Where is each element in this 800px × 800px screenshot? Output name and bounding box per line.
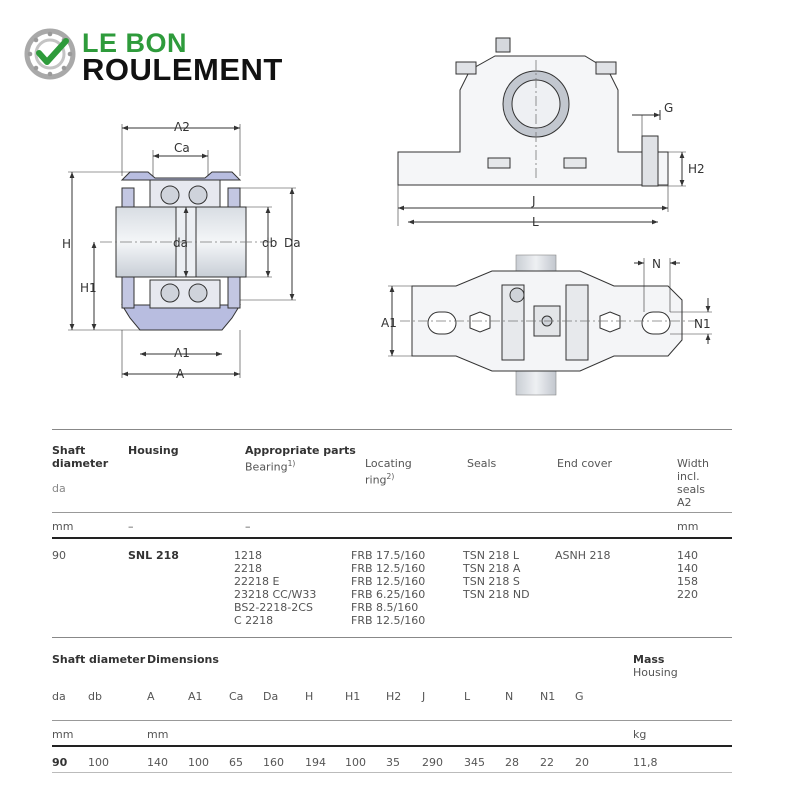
- label-N1: N1: [694, 317, 711, 331]
- header-mass: Mass: [633, 653, 665, 666]
- unit-shaft-2: mm: [52, 728, 74, 741]
- label-N: N: [652, 257, 661, 271]
- header-width: Width incl. seals A2: [677, 457, 709, 509]
- header-dimensions: Dimensions: [147, 653, 219, 666]
- unit-housing: –: [128, 520, 134, 533]
- plan-view: [381, 255, 712, 395]
- header-shaft-symbol: da: [52, 482, 66, 495]
- label-J: J: [532, 194, 536, 208]
- logo-line1: LE BON: [82, 28, 188, 58]
- val-A1: 100: [188, 756, 209, 769]
- val-H2: 35: [386, 756, 400, 769]
- col-da: da: [52, 690, 66, 703]
- col-N1: N1: [540, 690, 556, 703]
- unit-width: mm: [677, 520, 699, 533]
- rule: [52, 537, 732, 539]
- val-H: 194: [305, 756, 326, 769]
- unit-shaft: mm: [52, 520, 74, 533]
- section-view: [62, 120, 301, 381]
- label-H1: H1: [80, 281, 97, 295]
- label-A2: A2: [174, 120, 190, 134]
- cell-bearings: 1218 2218 22218 E 23218 CC/W33 BS2-2218-2CS C 2218: [234, 549, 317, 627]
- val-N: 28: [505, 756, 519, 769]
- col-A: A: [147, 690, 155, 703]
- val-db: 100: [88, 756, 109, 769]
- rule: [52, 429, 732, 430]
- label-A1: A1: [174, 346, 190, 360]
- rule: [52, 637, 732, 638]
- header-housing: Housing: [128, 444, 179, 457]
- header-shaft-diameter-2: Shaft diameter: [52, 653, 146, 666]
- rule: [52, 772, 732, 773]
- col-Da: Da: [263, 690, 279, 703]
- header-shaft-diameter: Shaft diameter: [52, 444, 109, 470]
- col-J: J: [422, 690, 426, 703]
- label-Ca: Ca: [174, 141, 190, 155]
- cell-locating-rings: FRB 17.5/160 FRB 12.5/160 FRB 12.5/160 FRB 6.25/160 FRB 8.5/160 FRB 12.5/160: [351, 549, 426, 627]
- cell-widths: 140 140 158 220: [677, 549, 698, 601]
- col-L: L: [464, 690, 471, 703]
- col-H2: H2: [386, 690, 402, 703]
- rule: [52, 512, 732, 513]
- cell-housing: SNL 218: [128, 549, 179, 562]
- label-L: L: [532, 215, 539, 229]
- rule: [52, 745, 732, 747]
- label-db: db: [262, 236, 278, 250]
- header-bearing: Bearing$^{1)}$: [245, 459, 296, 474]
- col-G: G: [575, 690, 584, 703]
- val-Da: 160: [263, 756, 284, 769]
- col-N: N: [505, 690, 514, 703]
- unit-mass: kg: [633, 728, 647, 741]
- val-G: 20: [575, 756, 589, 769]
- label-A: A: [176, 367, 185, 381]
- col-H: H: [305, 690, 314, 703]
- header-locating-ring: Locating ring$^{2)}$: [365, 457, 412, 487]
- val-J: 290: [422, 756, 443, 769]
- label-H2: H2: [688, 162, 705, 176]
- val-H1: 100: [345, 756, 366, 769]
- unit-bearing: –: [245, 520, 251, 533]
- val-da: 90: [52, 756, 68, 769]
- label-G: G: [664, 101, 674, 115]
- label-A1-plan: A1: [381, 316, 397, 330]
- label-H: H: [62, 237, 72, 251]
- val-Ca: 65: [229, 756, 243, 769]
- val-A: 140: [147, 756, 168, 769]
- rule: [52, 720, 732, 721]
- cell-shaft: 90: [52, 549, 66, 562]
- cell-seals: TSN 218 L TSN 218 A TSN 218 S TSN 218 ND: [463, 549, 530, 601]
- col-A1: A1: [188, 690, 203, 703]
- val-L: 345: [464, 756, 485, 769]
- unit-dimensions: mm: [147, 728, 169, 741]
- header-mass-housing: Housing: [633, 666, 678, 679]
- col-db: db: [88, 690, 102, 703]
- logo-line2: ROULEMENT: [82, 52, 283, 87]
- cell-end-cover: ASNH 218: [555, 549, 611, 562]
- header-end-cover: End cover: [557, 457, 612, 470]
- col-Ca: Ca: [229, 690, 244, 703]
- front-view: [398, 38, 705, 229]
- label-Da: Da: [284, 236, 301, 250]
- val-mass: 11,8: [633, 756, 658, 769]
- val-N1: 22: [540, 756, 554, 769]
- header-appropriate-parts: Appropriate parts: [245, 444, 356, 457]
- col-H1: H1: [345, 690, 361, 703]
- header-seals: Seals: [467, 457, 497, 470]
- label-da: da: [173, 236, 188, 250]
